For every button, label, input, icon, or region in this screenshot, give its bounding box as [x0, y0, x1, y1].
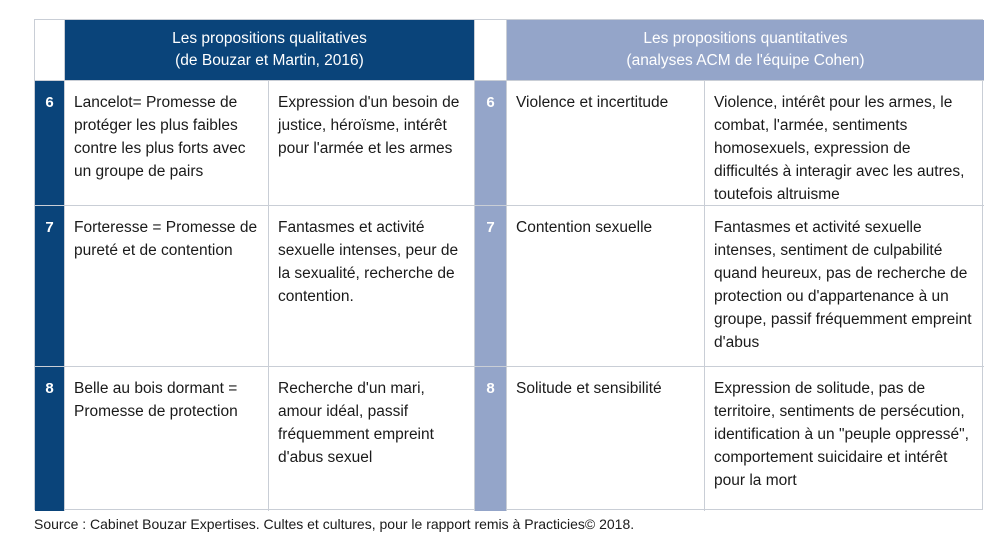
quantitative-title: Violence et incertitude [507, 81, 705, 206]
header-quantitative-line2: (analyses ACM de l'équipe Cohen) [626, 52, 865, 69]
header-quantitative [507, 20, 984, 81]
row-number-qualitative: 7 [35, 206, 65, 367]
qualitative-description: Recherche d'un mari, amour idéal, passif fréquemment empreint d'abus sexuel [269, 367, 475, 511]
row-number-quantitative: 7 [475, 206, 507, 367]
comparison-table [34, 19, 983, 510]
qualitative-description: Fantasmes et activité sexuelle intenses, peur de la sexualité, recherche de contention. [269, 206, 475, 367]
qualitative-title: Forteresse = Promesse de pureté et de contention [65, 206, 269, 367]
qualitative-description: Expression d'un besoin de justice, héroïsme, intérêt pour l'armée et les armes [269, 81, 475, 206]
row-number-quantitative: 6 [475, 81, 507, 206]
quantitative-description: Expression de solitude, pas de territoire, sentiments de persécution, identification à un "peuple oppressé", comportement suicidaire et intérêt pour la mort [714, 380, 969, 489]
header-qualitative-line1: Les propositions qualitatives [172, 30, 367, 47]
header-qualitative-line2: (de Bouzar et Martin, 2016) [175, 52, 364, 69]
quantitative-description: Violence, intérêt pour les armes, le combat, l'armée, sentiments homosexuels, expression de difficultés à interagir avec les autres, toutefois altruisme [705, 81, 984, 206]
qualitative-title: Lancelot= Promesse de protéger les plus faibles contre les plus forts avec un groupe de pairs [65, 81, 269, 206]
header-corner-left [35, 20, 65, 81]
quantitative-description: Fantasmes et activité sexuelle intenses, sentiment de culpabilité quand heureux, pas de recherche de protection ou d'appartenance à un groupe, passif fréquemment empreint d'abus [705, 206, 984, 367]
row-number-qualitative: 6 [35, 81, 65, 206]
quantitative-title: Contention sexuelle [507, 206, 705, 367]
source-caption: Source : Cabinet Bouzar Expertises. Cultes et cultures, pour le rapport remis à Practicies© 2018. [34, 516, 635, 532]
quantitative-title: Solitude et sensibilité [507, 367, 705, 511]
header-qualitative [65, 20, 475, 81]
header-corner-middle [475, 20, 507, 81]
row-number-quantitative: 8 [475, 367, 507, 511]
row-number-qualitative: 8 [35, 367, 65, 511]
header-quantitative-line1: Les propositions quantitatives [643, 30, 848, 47]
qualitative-title: Belle au bois dormant = Promesse de protection [65, 367, 269, 511]
